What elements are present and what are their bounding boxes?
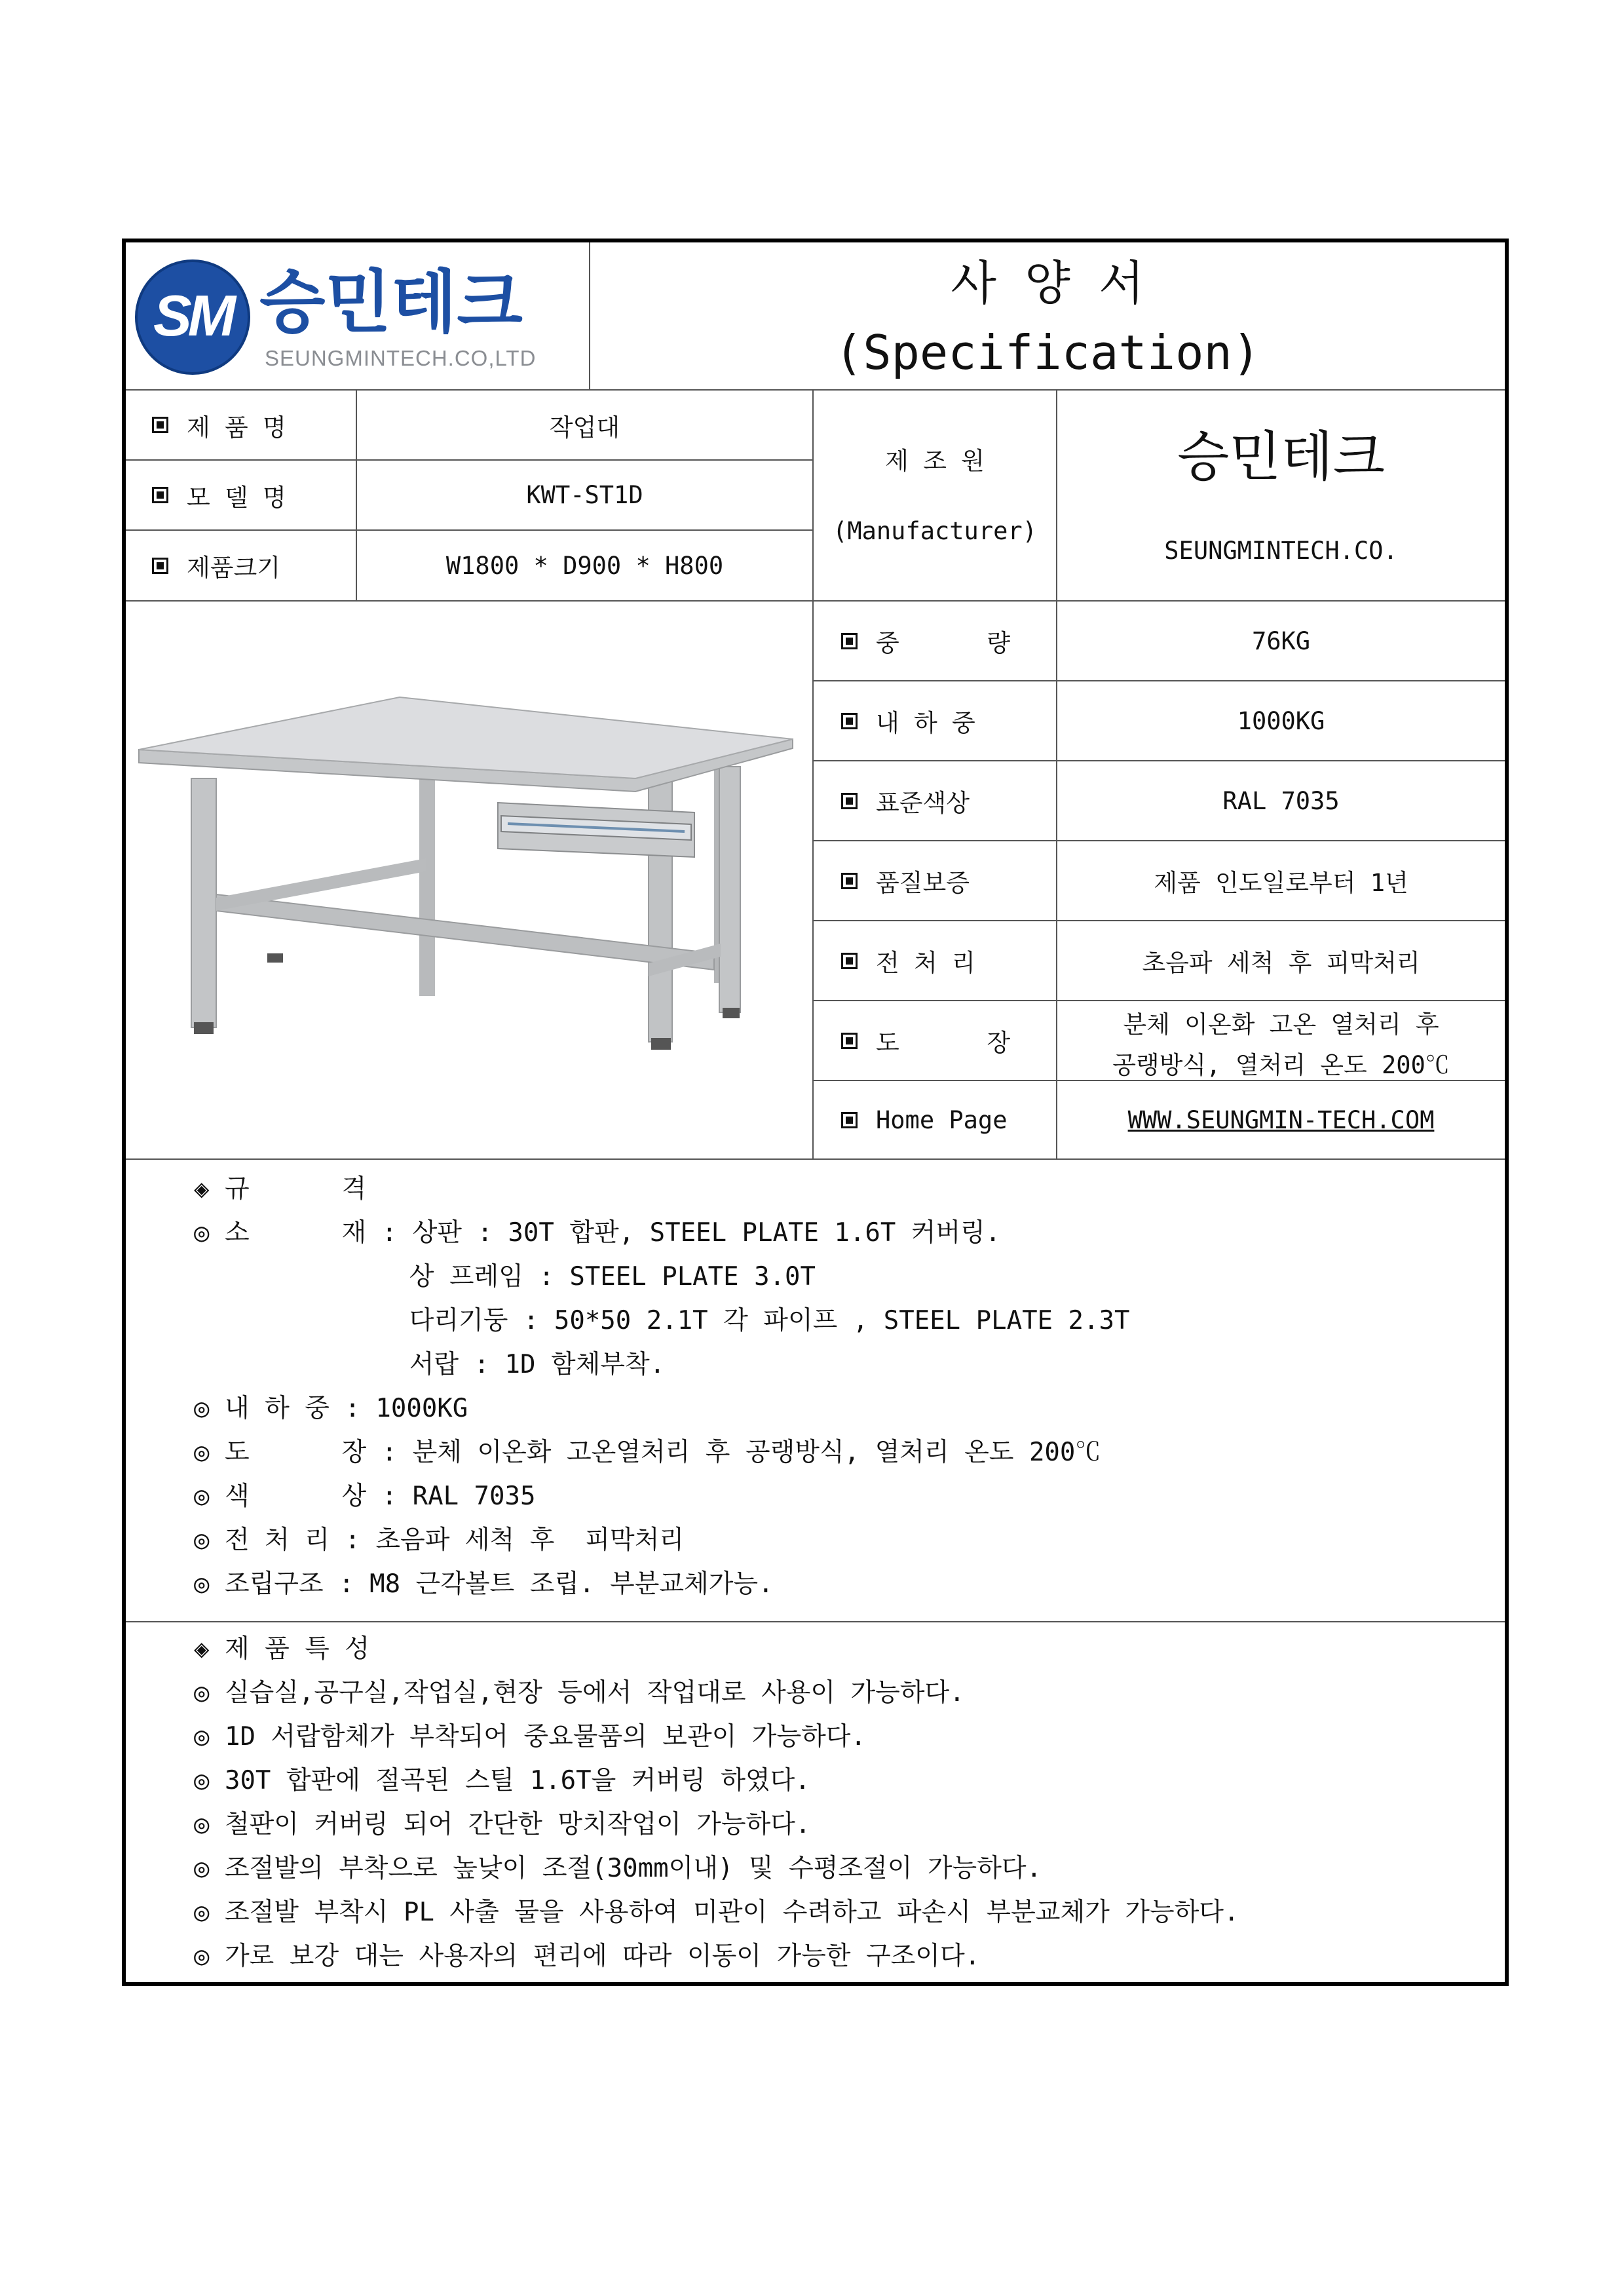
spec-coating-line: ◎ 도 장 : 분체 이온화 고온열처리 후 공랭방식, 열처리 온도 200℃ xyxy=(194,1438,1101,1467)
spec-drawer-line: 서랍 : 1D 함체부착. xyxy=(194,1350,666,1379)
load-capacity-value: 1000KG xyxy=(1237,706,1325,735)
spec-assembly-line: ◎ 조립구조 : M8 근각볼트 조립. 부분교체가능. xyxy=(194,1569,774,1599)
bullet-square-icon xyxy=(841,713,858,729)
coating-value-line1: 분체 이온화 고온 열처리 후 xyxy=(1123,1010,1439,1039)
workbench-product-image xyxy=(138,681,799,1062)
feature-line: ◎ 조절발의 부착으로 높낮이 조절(30mm이내) 및 수평조절이 가능하다. xyxy=(194,1854,1042,1883)
logo-mark: SM xyxy=(153,283,232,348)
model-name-label: 모 델 명 xyxy=(152,461,286,529)
bullet-square-icon xyxy=(841,633,858,649)
warranty-label: 품질보증 xyxy=(841,841,970,920)
bullet-square-icon xyxy=(841,873,858,889)
spec-frame-line: 상 프레임 : STEEL PLATE 3.0T xyxy=(194,1262,816,1292)
bullet-square-icon xyxy=(152,558,168,574)
load-capacity-label: 내 하 중 xyxy=(841,681,975,760)
homepage-link[interactable]: WWW.SEUNGMIN-TECH.COM xyxy=(1127,1105,1435,1134)
feature-line: ◎ 30T 합판에 절곡된 스틸 1.6T을 커버링 하였다. xyxy=(194,1766,810,1795)
manufacturer-name: 승민테크 xyxy=(1177,425,1385,488)
feature-line: ◎ 1D 서랍함체가 부착되어 중요물품의 보관이 가능하다. xyxy=(194,1722,866,1751)
feature-line: ◎ 조절발 부착시 PL 사출 물을 사용하여 미관이 수려하고 파손시 부분교체가 가능하다. xyxy=(194,1898,1239,1927)
bullet-square-icon xyxy=(152,487,168,503)
document-title-korean: 사 양 서 xyxy=(951,256,1144,311)
product-size-value: W1800 * D900 * H800 xyxy=(445,551,724,580)
standard-color-label: 표준색상 xyxy=(841,761,970,840)
coating-value-line2: 공랭방식, 열처리 온도 200℃ xyxy=(1112,1051,1450,1079)
logo-korean-name: 승민테크 xyxy=(259,262,523,342)
bullet-square-icon xyxy=(841,1033,858,1049)
manufacturer-name-english: SEUNGMINTECH.CO. xyxy=(1164,536,1398,565)
feature-heading: ◈ 제 품 특 성 xyxy=(194,1634,370,1664)
product-name-label: 제 품 명 xyxy=(152,391,286,459)
company-logo xyxy=(135,257,580,381)
logo-english-name: SEUNGMINTECH.CO,LTD xyxy=(265,346,537,370)
spec-material-line: ◎ 소 재 : 상판 : 30T 합판, STEEL PLATE 1.6T 커버링. xyxy=(194,1218,1001,1248)
homepage-label: Home Page xyxy=(841,1081,1007,1158)
document-title-english: (Specification) xyxy=(834,325,1261,380)
spec-heading: ◈ 규 격 xyxy=(194,1174,367,1204)
bullet-square-icon xyxy=(841,793,858,809)
feature-line: ◎ 가로 보강 대는 사용자의 편리에 따라 이동이 가능한 구조이다. xyxy=(194,1942,981,1971)
spec-color-line: ◎ 색 상 : RAL 7035 xyxy=(194,1482,536,1511)
warranty-value: 제품 인도일로부터 1년 xyxy=(1154,869,1408,897)
spec-load-line: ◎ 내 하 중 : 1000KG xyxy=(194,1394,468,1423)
bullet-square-icon xyxy=(841,953,858,969)
model-name-value: KWT-ST1D xyxy=(526,481,643,509)
standard-color-value: RAL 7035 xyxy=(1222,786,1340,815)
product-name-value: 작업대 xyxy=(549,413,620,442)
feature-line: ◎ 실습실,공구실,작업실,현장 등에서 작업대로 사용이 가능하다. xyxy=(194,1678,965,1708)
spec-pretreatment-line: ◎ 전 처 리 : 초음파 세척 후 피막처리 xyxy=(194,1525,685,1555)
weight-value: 76KG xyxy=(1251,626,1311,655)
spec-leg-line: 다리기둥 : 50*50 2.1T 각 파이프 , STEEL PLATE 2.3T xyxy=(194,1306,1130,1335)
pretreatment-label: 전 처 리 xyxy=(841,921,975,1000)
coating-label: 도 장 xyxy=(841,1001,1010,1080)
feature-line: ◎ 철판이 커버링 되어 간단한 망치작업이 가능하다. xyxy=(194,1810,811,1839)
manufacturer-label-english: (Manufacturer) xyxy=(833,516,1037,545)
pretreatment-value: 초음파 세척 후 피막처리 xyxy=(1142,949,1420,977)
bullet-square-icon xyxy=(841,1112,858,1128)
product-size-label: 제품크기 xyxy=(152,531,280,600)
weight-label: 중 량 xyxy=(841,602,1010,680)
manufacturer-label: 제 조 원 xyxy=(885,447,985,475)
bullet-square-icon xyxy=(152,417,168,433)
